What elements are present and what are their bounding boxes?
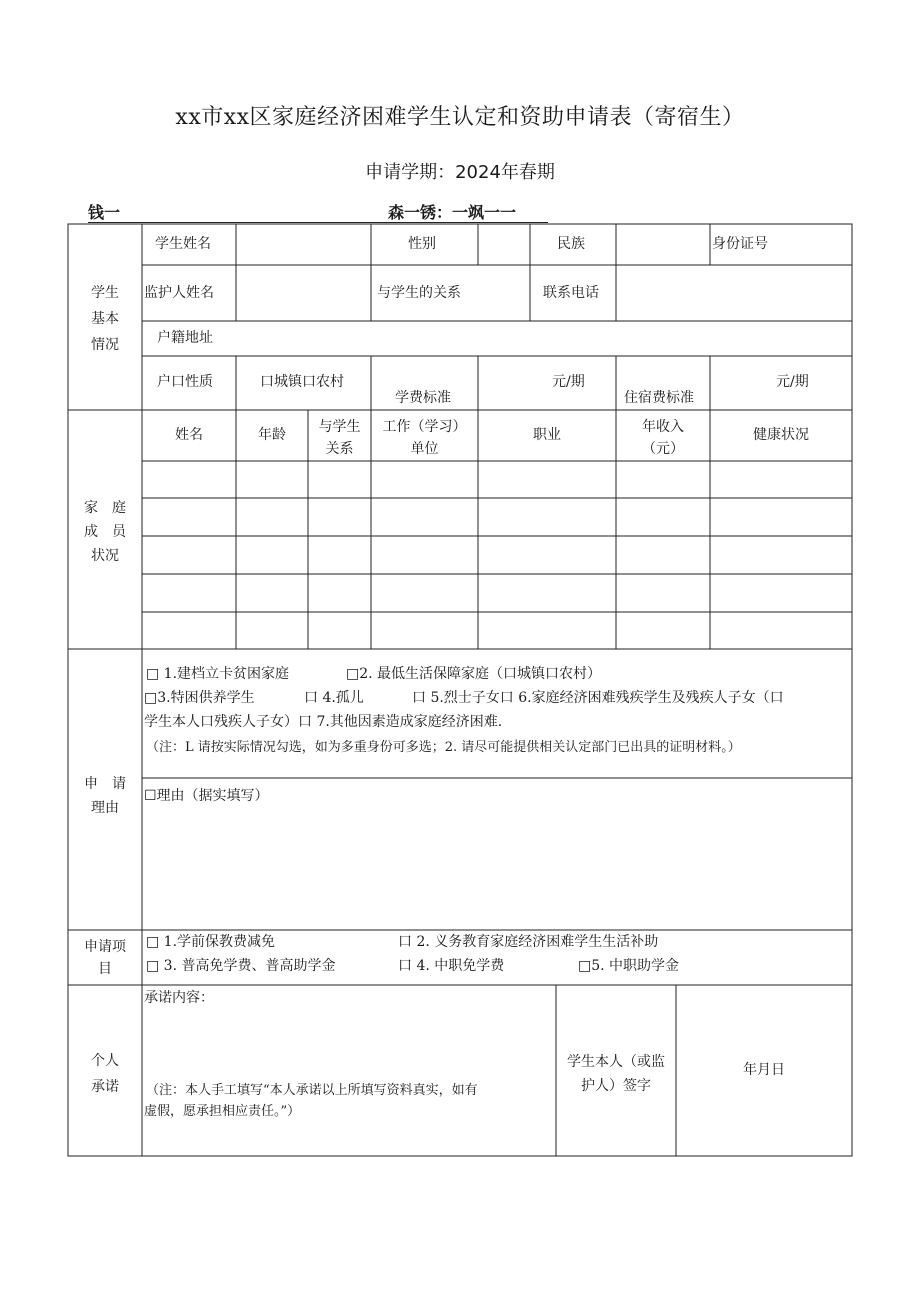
ethnicity-field[interactable] [616,228,709,264]
application-term: 申请学期：2024年春期 [365,162,555,183]
col-header-income-l1: 年收入 [642,419,684,435]
section-promise [68,1048,142,1100]
form-title: xx市xx区家庭经济困难学生认定和资助申请表（寄宿生） [175,105,745,130]
family-row-2[interactable] [143,499,851,535]
label-ethnicity: 民族 [557,236,585,252]
label-tuition: 学费标准 [395,390,451,406]
reason-option-6-7[interactable]: 学生本人口残疾人子女）口 7.其他因素造成家庭经济困难. [144,714,503,730]
promise-note-line-1: （注：本人手工填写“本人承诺以上所填写资料真实，如有 [146,1083,478,1098]
section-promise-line-2: 承诺 [91,1079,119,1095]
col-header-work [371,416,478,460]
section-basic-line-3: 情况 [91,337,119,353]
family-row-3[interactable] [143,537,851,573]
section-basic-info [68,280,142,358]
project-item-1[interactable]: □ 1.学前保教费减免 [146,934,276,950]
signature-label-l2: 护人）签字 [581,1078,651,1094]
signature-label-l1: 学生本人（或监 [567,1054,665,1070]
section-project [68,936,142,980]
reason-free-text-area[interactable] [143,810,851,928]
promise-content-label: 承诺内容： [144,990,214,1006]
col-header-job: 职业 [533,427,561,443]
hukou-options[interactable]: 口城镇口农村 [260,374,344,390]
reason-option-3[interactable]: □3.特困供养学生 [144,690,255,706]
section-project-line-1: 申请项 [84,939,126,955]
promise-content-area[interactable] [143,1010,555,1076]
label-hukou-type: 户口性质 [157,374,213,390]
reason-option-5-6[interactable]: 口 5.烈士子女口 6.家庭经济困难残疾学生及残疾人子女（口 [412,690,784,706]
section-basic-line-1: 学生 [91,285,119,301]
section-family-line-2: 成 员 [84,524,126,540]
col-header-work-l2: 单位 [410,441,439,457]
promise-note-line-2: 虚假，愿承担相应责任。”） [144,1104,301,1119]
phone-field[interactable] [616,268,851,320]
label-student-name: 学生姓名 [155,236,211,252]
section-project-line-2: 目 [98,961,112,977]
project-item-5[interactable]: □5. 中职助学金 [578,958,680,974]
family-row-5[interactable] [143,613,851,648]
section-reason-line-2: 理由 [91,800,119,816]
family-row-1[interactable] [143,462,851,497]
col-header-relation-l2: 关系 [325,441,354,457]
section-reason [68,772,142,820]
section-family [68,496,142,568]
col-header-name: 姓名 [175,427,203,443]
student-name-field[interactable] [236,228,370,264]
reason-option-1[interactable]: □ 1.建档立卡贫困家庭 [146,666,290,682]
header-line-left: 钱一 [88,203,121,222]
col-header-work-l1: 工作（学习） [382,419,467,435]
col-header-relation [308,416,371,460]
project-item-3[interactable]: □ 3. 普高免学费、普高助学金 [146,958,336,974]
date-label: 年月日 [743,1062,785,1078]
section-basic-line-2: 基本 [91,311,119,327]
col-header-health: 健康状况 [753,427,809,443]
section-family-line-1: 家 庭 [84,500,126,516]
lodging-unit: 元/期 [776,374,809,390]
reason-free-text-label[interactable]: ☐理由（据实填写） [144,788,269,804]
project-item-2[interactable]: 口 2. 义务教育家庭经济困难学生生活补助 [398,934,659,950]
label-relation: 与学生的关系 [377,285,461,301]
tuition-unit: 元/期 [552,374,585,390]
label-guardian-name: 监护人姓名 [144,285,214,301]
signature-label [556,1050,676,1098]
header-line-right: 森一锈：一飒一一 [388,203,517,222]
label-lodging: 住宿费标准 [624,390,694,406]
address-field[interactable] [236,323,850,355]
section-family-line-3: 状况 [91,548,119,564]
col-header-income [616,416,710,460]
project-item-4[interactable]: 口 4. 中职免学费 [398,958,505,974]
guardian-name-field[interactable] [236,268,370,320]
label-gender: 性别 [408,236,436,252]
label-id-number: 身份证号 [712,236,768,252]
reason-note: （注：L 请按实际情况勾选，如为多重身份可多选；2. 请尽可能提供相关认定部门已出具的证明材料。） [146,740,741,755]
label-address: 户籍地址 [157,330,213,346]
section-reason-line-1: 申 请 [84,776,126,792]
family-row-4[interactable] [143,575,851,611]
col-header-income-l2: （元） [642,441,684,457]
date-signature-field[interactable] [677,987,851,1155]
col-header-age: 年龄 [258,427,286,443]
col-header-relation-l1: 与学生 [318,419,361,435]
reason-option-2[interactable]: □2. 最低生活保障家庭（口城镇口农村） [346,666,602,682]
reason-option-4[interactable]: 口 4.孤儿 [304,690,364,706]
gender-field[interactable] [478,228,529,264]
section-promise-line-1: 个人 [91,1053,119,1069]
label-phone: 联系电话 [543,285,599,301]
